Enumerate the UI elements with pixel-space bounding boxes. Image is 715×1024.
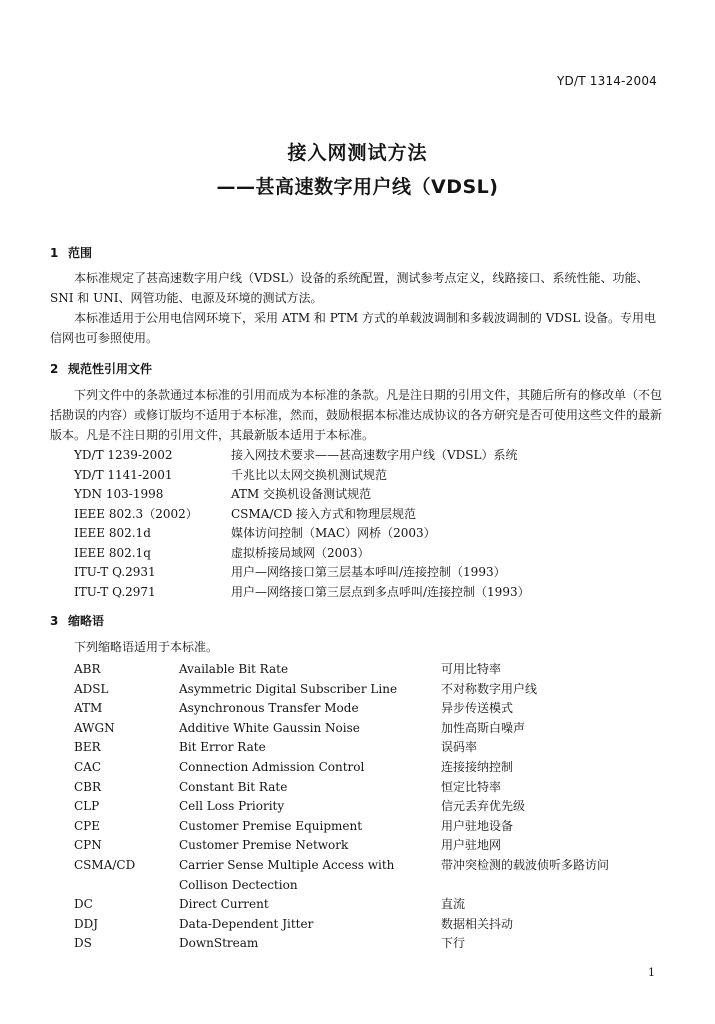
english-term: Asynchronous Transfer Mode [179, 701, 359, 716]
table-row [74, 738, 654, 758]
table-row [74, 719, 654, 739]
section-1-body [50, 268, 662, 348]
reference-code: IEEE 802.1q [74, 545, 151, 560]
table-row [74, 817, 654, 837]
reference-code: ITU-T Q.2931 [74, 565, 156, 579]
section-3-body [50, 637, 662, 657]
table-row [74, 836, 654, 856]
abbreviation: CBR [74, 779, 102, 794]
chinese-term: 误码率 [441, 740, 478, 755]
table-row [74, 778, 654, 798]
reference-title: ATM 交换机设备测试规范 [231, 487, 372, 501]
reference-code: YD/T 1141-2001 [74, 467, 173, 482]
english-term: Asymmetric Digital Subscriber Line [179, 681, 398, 696]
abbreviation: AWGN [74, 720, 115, 735]
list-item [74, 544, 634, 564]
list-item [74, 583, 634, 603]
list-item [74, 563, 634, 583]
abbreviation: ADSL [74, 681, 109, 696]
paragraph: 下列文件中的条款通过本标准的引用而成为本标准的条款。凡是注日期的引用文件，其随后所有的修改单（不包括勘误的内容）或修订版均不适用于本标准，然而，鼓励根据本标准达成协议的各方研究是否可使用这些文件的最新版本。凡是不注日期的引用文件，其最新版本适用于本标准。 [50, 388, 663, 442]
chinese-term: 不对称数字用户线 [441, 681, 538, 696]
english-term: Data-Dependent Jitter [179, 916, 314, 931]
chinese-term: 数据相关抖动 [441, 916, 514, 931]
section-number: 1 [50, 246, 59, 260]
reference-title: 接入网技术要求——甚高速数字用户线（VDSL）系统 [231, 448, 518, 462]
abbreviation: BER [74, 740, 101, 755]
reference-code: YD/T 1239-2002 [74, 448, 173, 462]
chinese-term: 加性高斯白噪声 [441, 720, 526, 735]
abbreviation: DS [74, 936, 92, 951]
table-row [74, 758, 654, 778]
table-row [74, 699, 654, 719]
page-number: 1 [648, 966, 655, 979]
standard-number: YD/T 1314-2004 [557, 74, 657, 88]
section-title: 缩略语 [68, 614, 105, 628]
abbreviation: DDJ [74, 916, 99, 931]
chinese-term: 带冲突检测的载波侦听多路访问 [441, 857, 610, 872]
document-title: 接入网测试方法 [287, 142, 428, 164]
table-row [74, 934, 654, 954]
section-3-heading [50, 612, 104, 629]
chinese-term: 直流 [441, 897, 466, 912]
list-item [74, 446, 634, 466]
section-number: 2 [50, 362, 59, 376]
reference-title: 用户—网络接口第三层基本呼叫/连接控制（1993） [231, 565, 506, 579]
english-term: Bit Error Rate [179, 740, 266, 755]
section-2-heading [50, 360, 152, 377]
reference-code: IEEE 802.3（2002） [74, 506, 198, 521]
paragraph: 本标准规定了甚高速数字用户线（VDSL）设备的系统配置，测试参考点定义，线路接口、系统性能、功能、SNI 和 UNI、网管功能、电源及环境的测试方法。 [50, 271, 649, 305]
section-1-heading [50, 244, 92, 261]
english-term: Additive White Gaussin Noise [179, 720, 360, 735]
english-term: Customer Premise Equipment [179, 818, 363, 833]
reference-title: CSMA/CD 接入方式和物理层规范 [231, 506, 417, 521]
abbreviation: CPN [74, 838, 102, 853]
list-item [74, 485, 634, 505]
reference-title: 用户—网络接口第三层点到多点呼叫/连接控制（1993） [231, 584, 530, 599]
abbreviation: CAC [74, 759, 102, 774]
chinese-term: 可用比特率 [441, 662, 502, 676]
section-number: 3 [50, 614, 59, 628]
english-term: Connection Admission Control [179, 759, 365, 774]
english-term: Constant Bit Rate [179, 779, 288, 794]
english-term: Carrier Sense Multiple Access with Collison Dectection [179, 857, 395, 892]
section-title: 范围 [68, 246, 93, 260]
english-term: Customer Premise Network [179, 838, 349, 853]
chinese-term: 连接接纳控制 [441, 759, 514, 774]
reference-title: 媒体访问控制（MAC）网桥（2003） [231, 526, 436, 540]
reference-code: YDN 103-1998 [74, 487, 164, 501]
list-item [74, 524, 634, 544]
chinese-term: 信元丢弃优先级 [441, 799, 526, 814]
chinese-term: 用户驻地设备 [441, 818, 514, 833]
table-row [74, 895, 654, 915]
table-row [74, 660, 654, 680]
table-row [74, 797, 654, 817]
abbreviation: CPE [74, 818, 101, 833]
reference-title: 千兆比以太网交换机测试规范 [231, 467, 388, 482]
abbreviation-list [74, 660, 654, 954]
english-term: Available Bit Rate [179, 662, 289, 676]
abbreviation: ABR [74, 662, 101, 676]
reference-code: IEEE 802.1d [74, 526, 151, 540]
list-item [74, 505, 634, 525]
section-title: 规范性引用文件 [68, 362, 153, 376]
paragraph: 下列缩略语适用于本标准。 [74, 640, 219, 654]
document-subtitle: ——甚高速数字用户线（VDSL) [216, 176, 499, 198]
chinese-term: 恒定比特率 [441, 779, 502, 794]
chinese-term: 下行 [441, 936, 466, 951]
table-row [74, 680, 654, 700]
table-row [74, 915, 654, 935]
paragraph: 本标准适用于公用电信网环境下，采用 ATM 和 PTM 方式的单载波调制和多载波调制的 VDSL 设备。专用电信网也可参照使用。 [50, 311, 657, 345]
chinese-term: 用户驻地网 [441, 838, 502, 853]
english-term: Cell Loss Priority [179, 799, 285, 814]
section-2-body [50, 385, 662, 445]
abbreviation: CLP [74, 799, 100, 814]
abbreviation: ATM [74, 701, 103, 716]
chinese-term: 异步传送模式 [441, 701, 514, 716]
english-term: Direct Current [179, 897, 269, 912]
abbreviation: DC [74, 897, 93, 912]
reference-title: 虚拟桥接局域网（2003） [231, 545, 370, 560]
list-item [74, 466, 634, 486]
reference-list [74, 446, 634, 602]
english-term: DownStream [179, 936, 259, 951]
reference-code: ITU-T Q.2971 [74, 584, 156, 599]
table-row [74, 856, 654, 895]
abbreviation: CSMA/CD [74, 857, 136, 872]
